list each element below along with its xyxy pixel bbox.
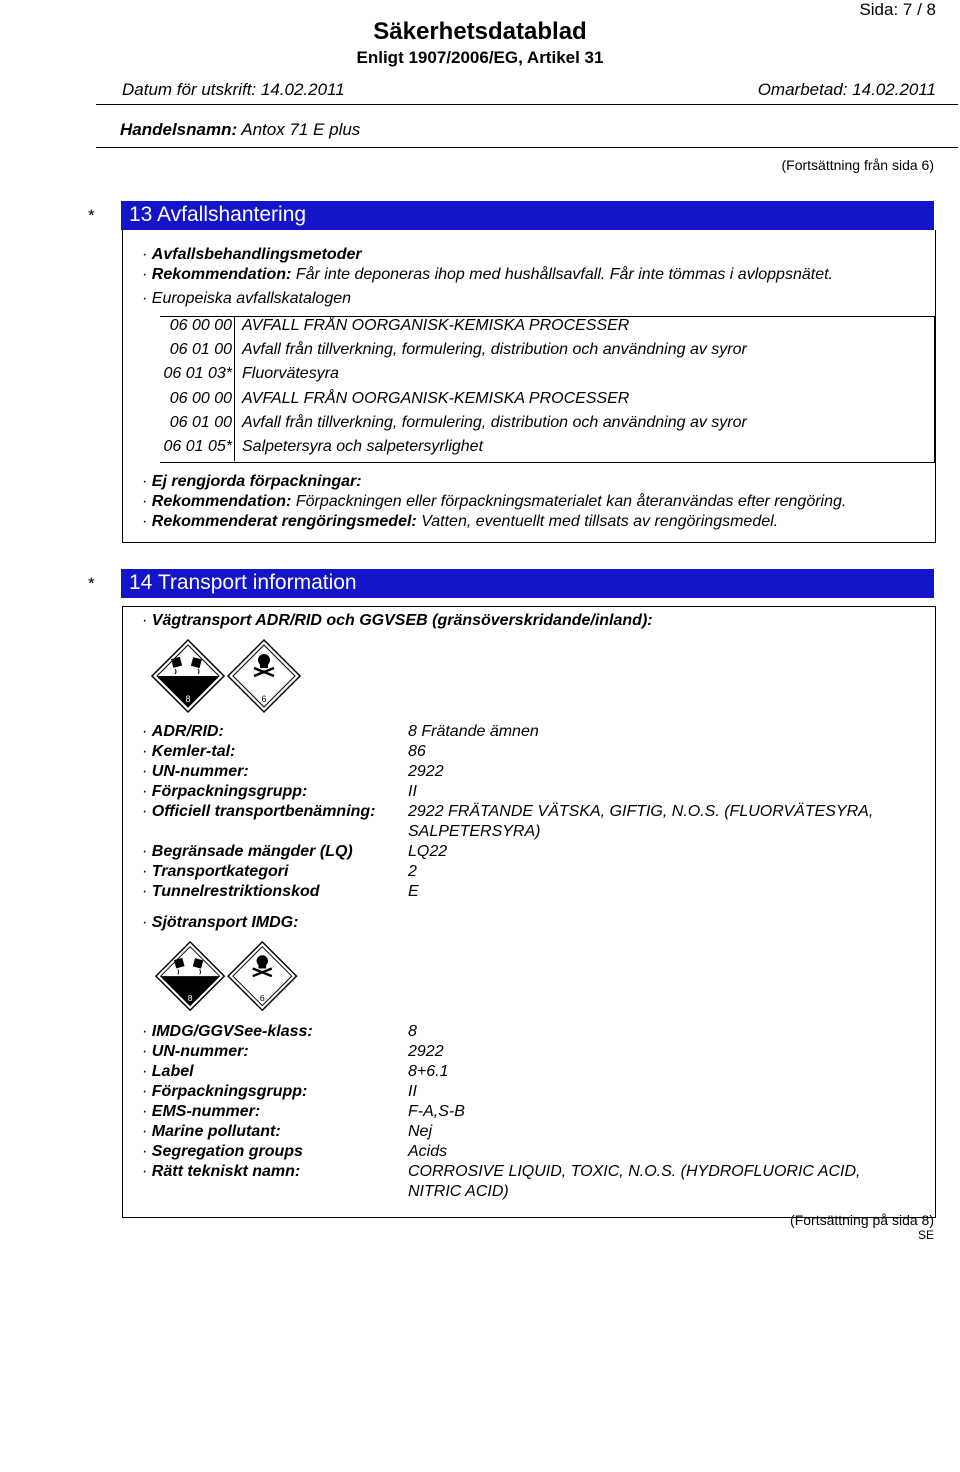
svg-text:8: 8 [185, 694, 191, 704]
header-divider-2 [96, 147, 958, 148]
document-title: Säkerhetsdatablad [373, 18, 587, 45]
sea-un-number-row: · UN-nummer: [142, 1043, 249, 1060]
label-row: · Label [142, 1063, 194, 1080]
waste-code-row [160, 316, 934, 340]
waste-code-row [160, 413, 934, 437]
technical-name-value-cont: NITRIC ACID) [408, 1183, 509, 1200]
revision-marker-13: * [88, 206, 95, 225]
svg-text:6: 6 [261, 694, 267, 704]
hazard-pictograms-road [150, 638, 310, 718]
sea-packing-group-value: II [408, 1083, 417, 1100]
imdg-class-row: · IMDG/GGVSee-klass: [142, 1023, 313, 1040]
revision-date: Omarbetad: 14.02.2011 [757, 80, 936, 99]
corrosive-icon [156, 942, 224, 1010]
ems-row: · EMS-nummer: [142, 1103, 261, 1120]
document-subtitle: Enligt 1907/2006/EG, Artikel 31 [356, 48, 604, 67]
technical-name-value: CORROSIVE LIQUID, TOXIC, N.O.S. (HYDROFLUORIC ACID, [408, 1163, 861, 1180]
imdg-class-value: 8 [408, 1023, 417, 1040]
marine-pollutant-row: · Marine pollutant: [142, 1123, 281, 1140]
sea-packing-group-row: · Förpackningsgrupp: [142, 1083, 308, 1100]
shipping-name-value-cont: SALPETERSYRA) [408, 823, 541, 840]
waste-code: 06 01 05* [163, 438, 232, 455]
un-number-value: 2922 [408, 763, 444, 780]
packaging-recommendation: · Rekommendation: Förpackningen eller förpackningsmaterialet kan återanvändas efter rengöring. [142, 493, 847, 510]
segregation-value: Acids [408, 1143, 448, 1160]
un-number-row: · UN-nummer: [142, 763, 249, 780]
waste-description: Salpetersyra och salpetersyrlighet [242, 438, 484, 455]
waste-code: 06 00 00 [169, 317, 232, 334]
waste-code: 06 00 00 [169, 390, 232, 407]
svg-text:8: 8 [187, 992, 193, 1003]
segregation-row: · Segregation groups [142, 1143, 303, 1160]
waste-description: Avfall från tillverkning, formulering, distribution och användning av syror [242, 341, 747, 358]
disposal-recommendation: · Rekommendation: Får inte deponeras ihop med hushållsavfall. Får inte tömmas i avloppsnätet. [142, 266, 833, 283]
corrosive-icon [152, 640, 224, 712]
kemler-row: · Kemler-tal: [142, 743, 236, 760]
hazard-pictograms-sea [150, 940, 310, 1016]
packing-group-value: II [408, 783, 417, 800]
section-14-header [121, 569, 934, 598]
waste-code-row [160, 389, 934, 413]
toxic-skull-icon [228, 942, 296, 1010]
trade-name [120, 120, 360, 140]
section-13-header [121, 201, 934, 230]
waste-description: AVFALL FRÅN OORGANISK-KEMISKA PROCESSER [242, 390, 630, 407]
treatment-methods: · Avfallsbehandlingsmetoder [142, 246, 362, 263]
continued-to: (Fortsättning på sida 8) [790, 1212, 934, 1228]
waste-description: Fluorvätesyra [242, 365, 339, 382]
waste-code-row [160, 340, 934, 364]
tunnel-code-row: · Tunnelrestriktionskod [142, 883, 320, 900]
trade-name-value: Antox 71 E plus [241, 120, 361, 139]
section-13-title: 13 Avfallshantering [129, 203, 307, 226]
uncleaned-packaging: · Ej rengjorda förpackningar: [142, 473, 362, 490]
waste-description: Avfall från tillverkning, formulering, distribution och användning av syror [242, 414, 747, 431]
section-14-title: 14 Transport information [129, 571, 357, 594]
road-transport-heading: · Vägtransport ADR/RID och GGVSEB (gränsöverskridande/inland): [142, 612, 653, 629]
waste-code-row [160, 364, 934, 388]
packing-group-row: · Förpackningsgrupp: [142, 783, 308, 800]
continued-from: (Fortsättning från sida 6) [781, 157, 934, 173]
sea-transport-heading: · Sjötransport IMDG: [142, 914, 299, 931]
sea-un-number-value: 2922 [408, 1043, 444, 1060]
marine-pollutant-value: Nej [408, 1123, 433, 1140]
adr-rid-row: · ADR/RID: [142, 723, 224, 740]
limited-quantity-row: · Begränsade mängder (LQ) [142, 843, 353, 860]
svg-text:6: 6 [259, 992, 265, 1003]
page-number: Sida: 7 / 8 [859, 0, 936, 19]
ems-value: F-A,S-B [408, 1103, 465, 1120]
limited-quantity-value: LQ22 [408, 843, 448, 860]
waste-code: 06 01 00 [169, 341, 232, 358]
transport-category-value: 2 [408, 863, 417, 880]
shipping-name-value: 2922 FRÄTANDE VÄTSKA, GIFTIG, N.O.S. (FLUORVÄTESYRA, [408, 803, 874, 820]
toxic-skull-icon [228, 640, 300, 712]
kemler-value: 86 [408, 743, 426, 760]
adr-rid-value: 8 Frätande ämnen [408, 723, 539, 740]
cleaning-agent: · Rekommenderat rengöringsmedel: Vatten, eventuellt med tillsats av rengöringsmedel. [142, 513, 779, 530]
trade-name-label: Handelsnamn: [120, 120, 238, 139]
revision-marker-14: * [88, 574, 95, 593]
waste-code-row [160, 437, 934, 461]
waste-description: AVFALL FRÅN OORGANISK-KEMISKA PROCESSER [242, 317, 630, 334]
waste-code: 06 01 00 [169, 414, 232, 431]
waste-catalog-heading: · Europeiska avfallskatalogen [142, 290, 352, 307]
transport-category-row: · Transportkategori [142, 863, 289, 880]
header-divider [96, 104, 958, 105]
print-date: Datum för utskrift: 14.02.2011 [122, 80, 345, 99]
waste-code: 06 01 03* [163, 365, 232, 382]
tunnel-code-value: E [408, 883, 419, 900]
shipping-name-row: · Officiell transportbenämning: [142, 803, 376, 820]
label-value: 8+6.1 [408, 1063, 449, 1080]
technical-name-row: · Rätt tekniskt namn: [142, 1163, 301, 1180]
language-code: SE [917, 1228, 934, 1242]
